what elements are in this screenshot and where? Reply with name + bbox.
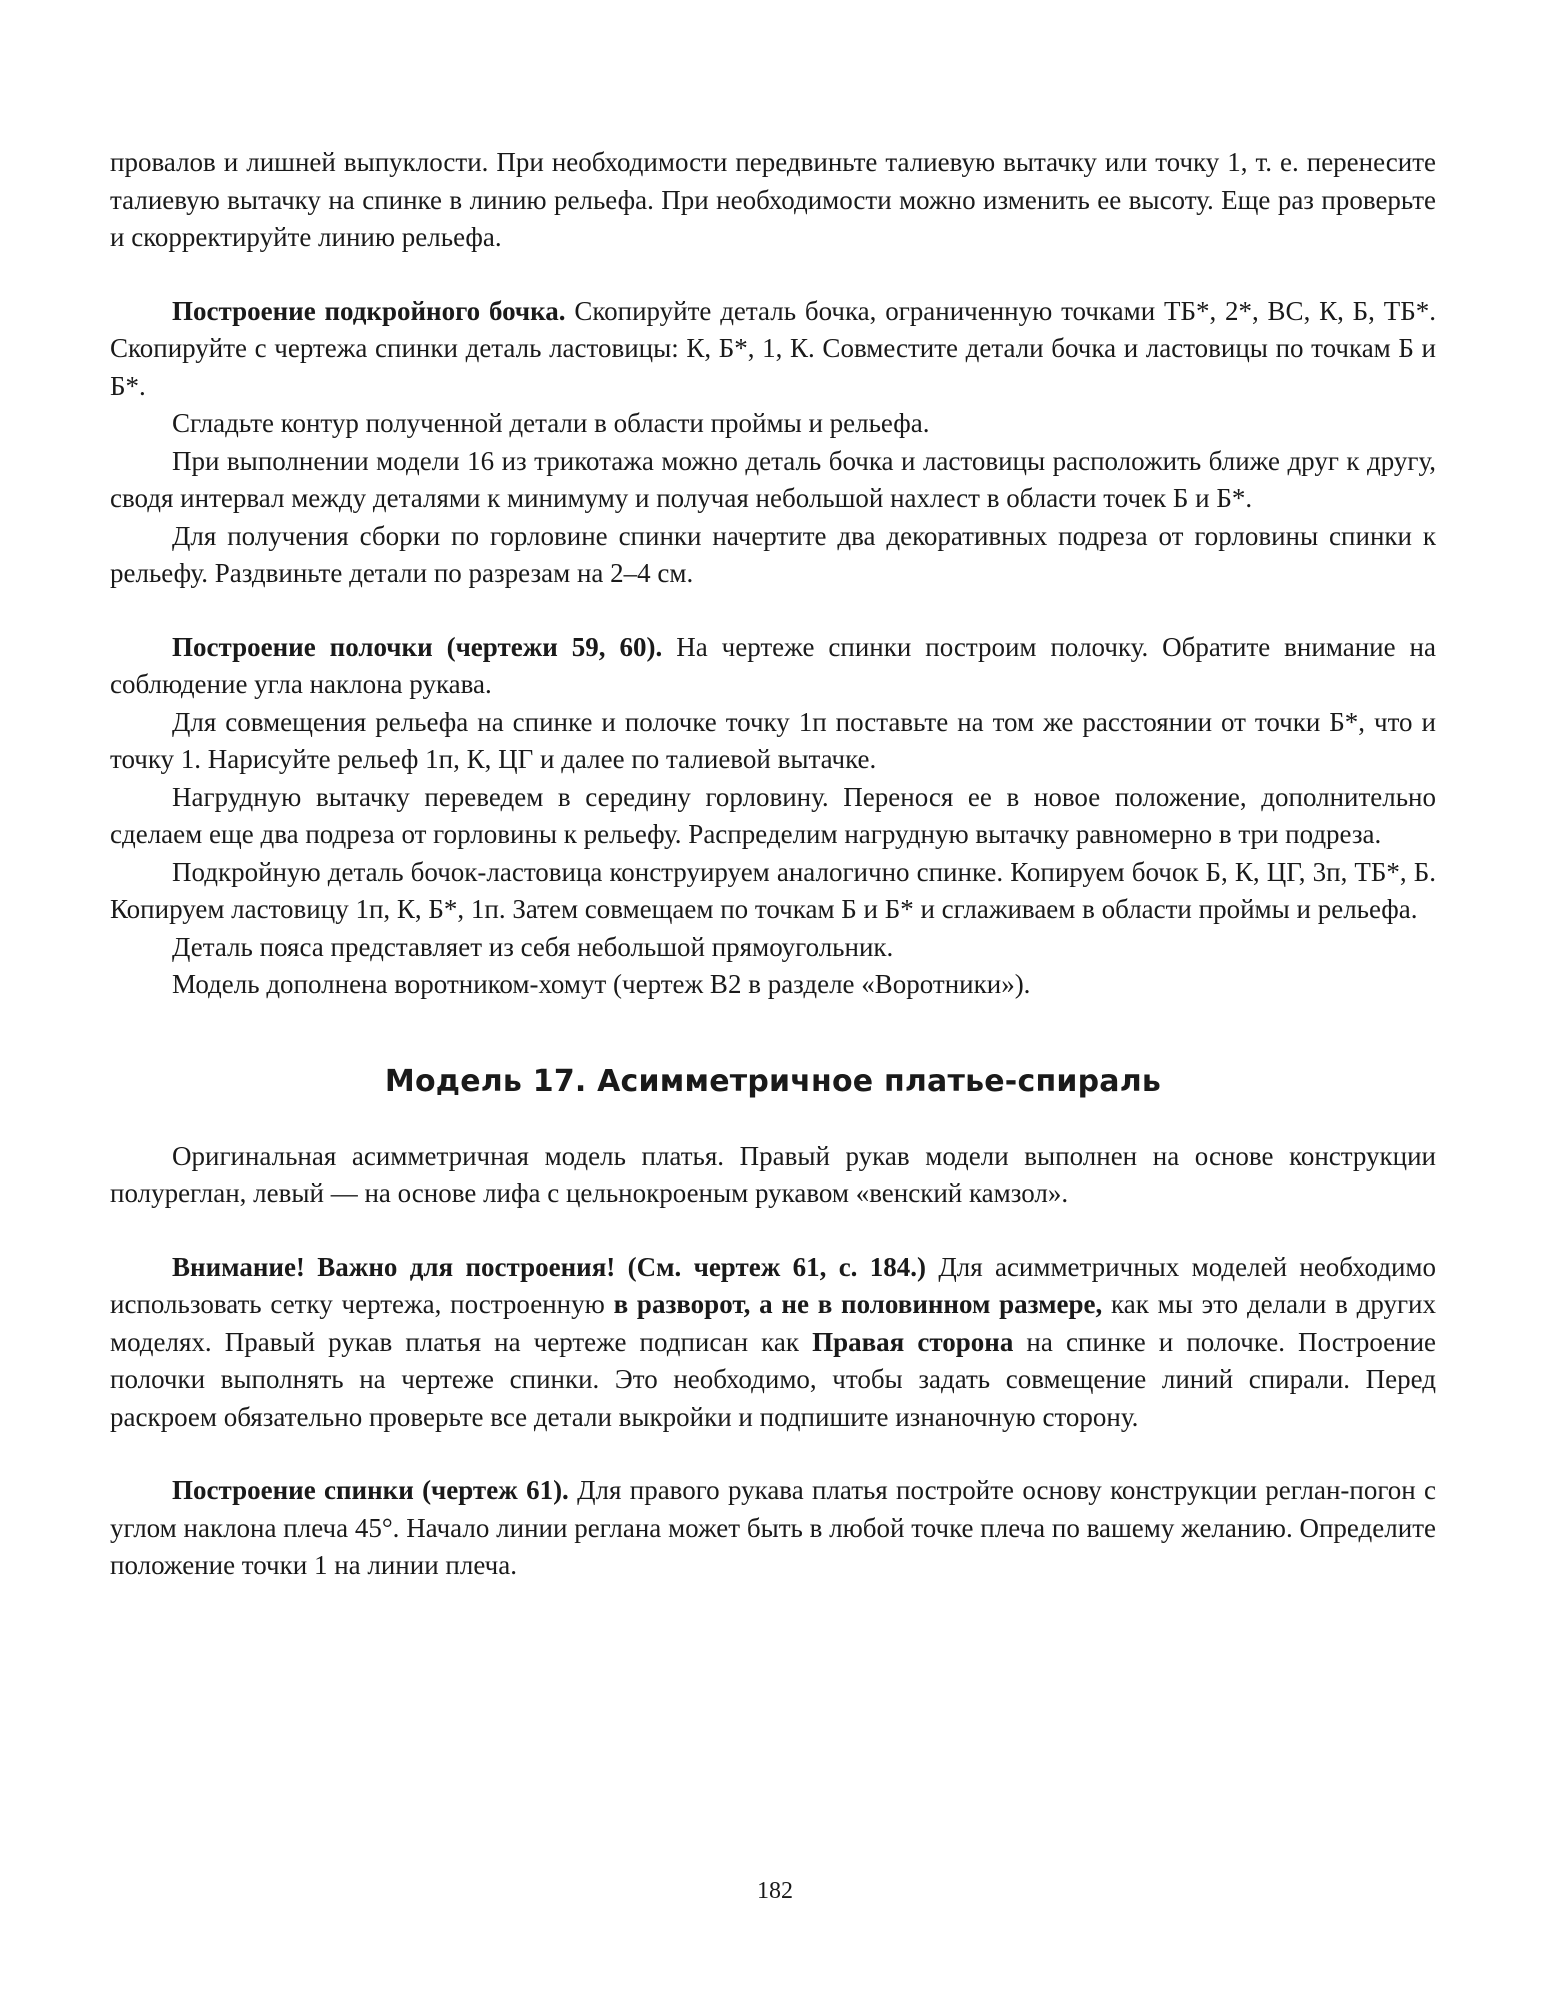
- attention-text-1: Для асимметричных моделей необходимо использовать сетку чертежа, построенную: [110, 1251, 1436, 1319]
- polochka-paragraph: [110, 629, 1436, 704]
- spacer: [110, 593, 1436, 629]
- polochka-paragraph-4: Подкройную деталь бочок-ластовица конструируем аналогично спинке. Копируем бочок Б, К, ЦГ, 3п, ТБ*, Б. Копируем ластовицу 1п, К, Б*, 1п. Затем совмещаем по точкам Б и Б* и сглаживаем в области проймы и рельефа.: [110, 856, 1436, 924]
- bochok-paragraph-3: При выполнении модели 16 из трикотажа можно деталь бочка и ластовицы расположить ближе друг к другу, сводя интервал между деталями к минимуму и получая небольшой нахлест в области точек Б и Б*.: [110, 445, 1436, 513]
- bochok-paragraph-2: Сгладьте контур полученной детали в области проймы и рельефа.: [172, 408, 930, 438]
- spacer: [110, 1213, 1436, 1249]
- model17-intro-paragraph: Оригинальная асимметричная модель платья. Правый рукав модели выполнен на основе конструкции полуреглан, левый — на основе лифа с цельнокроеным рукавом «венский камзол».: [110, 1140, 1436, 1208]
- bochok-text: Скопируйте деталь бочка, ограниченную точками ТБ*, 2*, ВС, К, Б, ТБ*. Скопируйте с чертежа спинки деталь ластовицы: К, Б*, 1, К. Совместите детали бочка и ластовицы по точкам Б и Б*.: [110, 295, 1436, 401]
- polochka-text: На чертеже спинки построим полочку. Обратите внимание на соблюдение угла наклона рукава.: [110, 631, 1436, 699]
- spinka-heading: Построение спинки (чертеж 61).: [172, 1475, 569, 1505]
- polochka-paragraph-3: Нагрудную вытачку переведем в середину горловину. Перенося ее в новое положение, дополнительно сделаем еще два подреза от горловины к рельефу. Распределим нагрудную вытачку равномерно в три подреза.: [110, 781, 1436, 849]
- attention-bold-phrase: в разворот, а не в половинном размере,: [613, 1289, 1103, 1319]
- attention-text-3: на спинке и полочке. Построение полочки выполнять на чертеже спинки. Это необходимо, чтобы задать совмещение линий спирали. Перед раскроем обязательно проверьте все детали выкройки и подпишите изнаночную сторону.: [110, 1326, 1437, 1432]
- spinka-text: Для правого рукава платья постройте основу конструкции реглан-погон с углом наклона плеча 45°. Начало линии реглана может быть в любой точке плеча по вашему желанию. Определите положение точки 1 на линии плеча.: [110, 1475, 1436, 1580]
- section-heading-model-17: Модель 17. Асимметричное платье-спираль: [384, 1063, 1162, 1099]
- page-body: [110, 144, 1436, 1585]
- attention-bold-phrase-2: Правая сторона: [812, 1326, 1014, 1357]
- polochka-heading: Построение полочки (чертежи 59, 60).: [172, 631, 663, 662]
- bochok-paragraph: [110, 293, 1436, 406]
- attention-heading: Внимание! Важно для построения! (См. чертеж 61, с. 184.): [172, 1251, 926, 1282]
- polochka-paragraph-6: Модель дополнена воротником-хомут (чертеж В2 в разделе «Воротники»).: [172, 969, 1031, 999]
- spacer: [110, 1436, 1436, 1472]
- polochka-paragraph-5: Деталь пояса представляет из себя небольшой прямоугольник.: [172, 931, 894, 962]
- attention-text-2: как мы это делали в других моделях. Правый рукав платья на чертеже подписан как: [110, 1289, 1436, 1357]
- spacer: [110, 1004, 1436, 1062]
- spacer: [110, 1102, 1436, 1138]
- spacer: [110, 257, 1436, 293]
- spinka-paragraph: [110, 1472, 1436, 1585]
- attention-paragraph: [110, 1249, 1436, 1437]
- polochka-paragraph-2: Для совмещения рельефа на спинке и полочке точку 1п поставьте на том же расстоянии от точки Б*, что и точку 1. Нарисуйте рельеф 1п, К, ЦГ и далее по талиевой вытачке.: [110, 706, 1436, 774]
- intro-paragraph: провалов и лишней выпуклости. При необходимости передвиньте талиевую вытачку или точку 1, т. е. перенесите талиевую вытачку на спинке в линию рельефа. При необходимости можно изменить ее высоту. Еще раз проверьте и скорректируйте линию рельефа.: [110, 147, 1436, 252]
- bochok-heading: Построение подкройного бочка.: [172, 295, 566, 326]
- bochok-paragraph-4: Для получения сборки по горловине спинки начертите два декоративных подреза от горловины спинки к рельефу. Раздвиньте детали по разрезам на 2–4 см.: [110, 520, 1436, 588]
- page-number: 182: [757, 1878, 793, 1904]
